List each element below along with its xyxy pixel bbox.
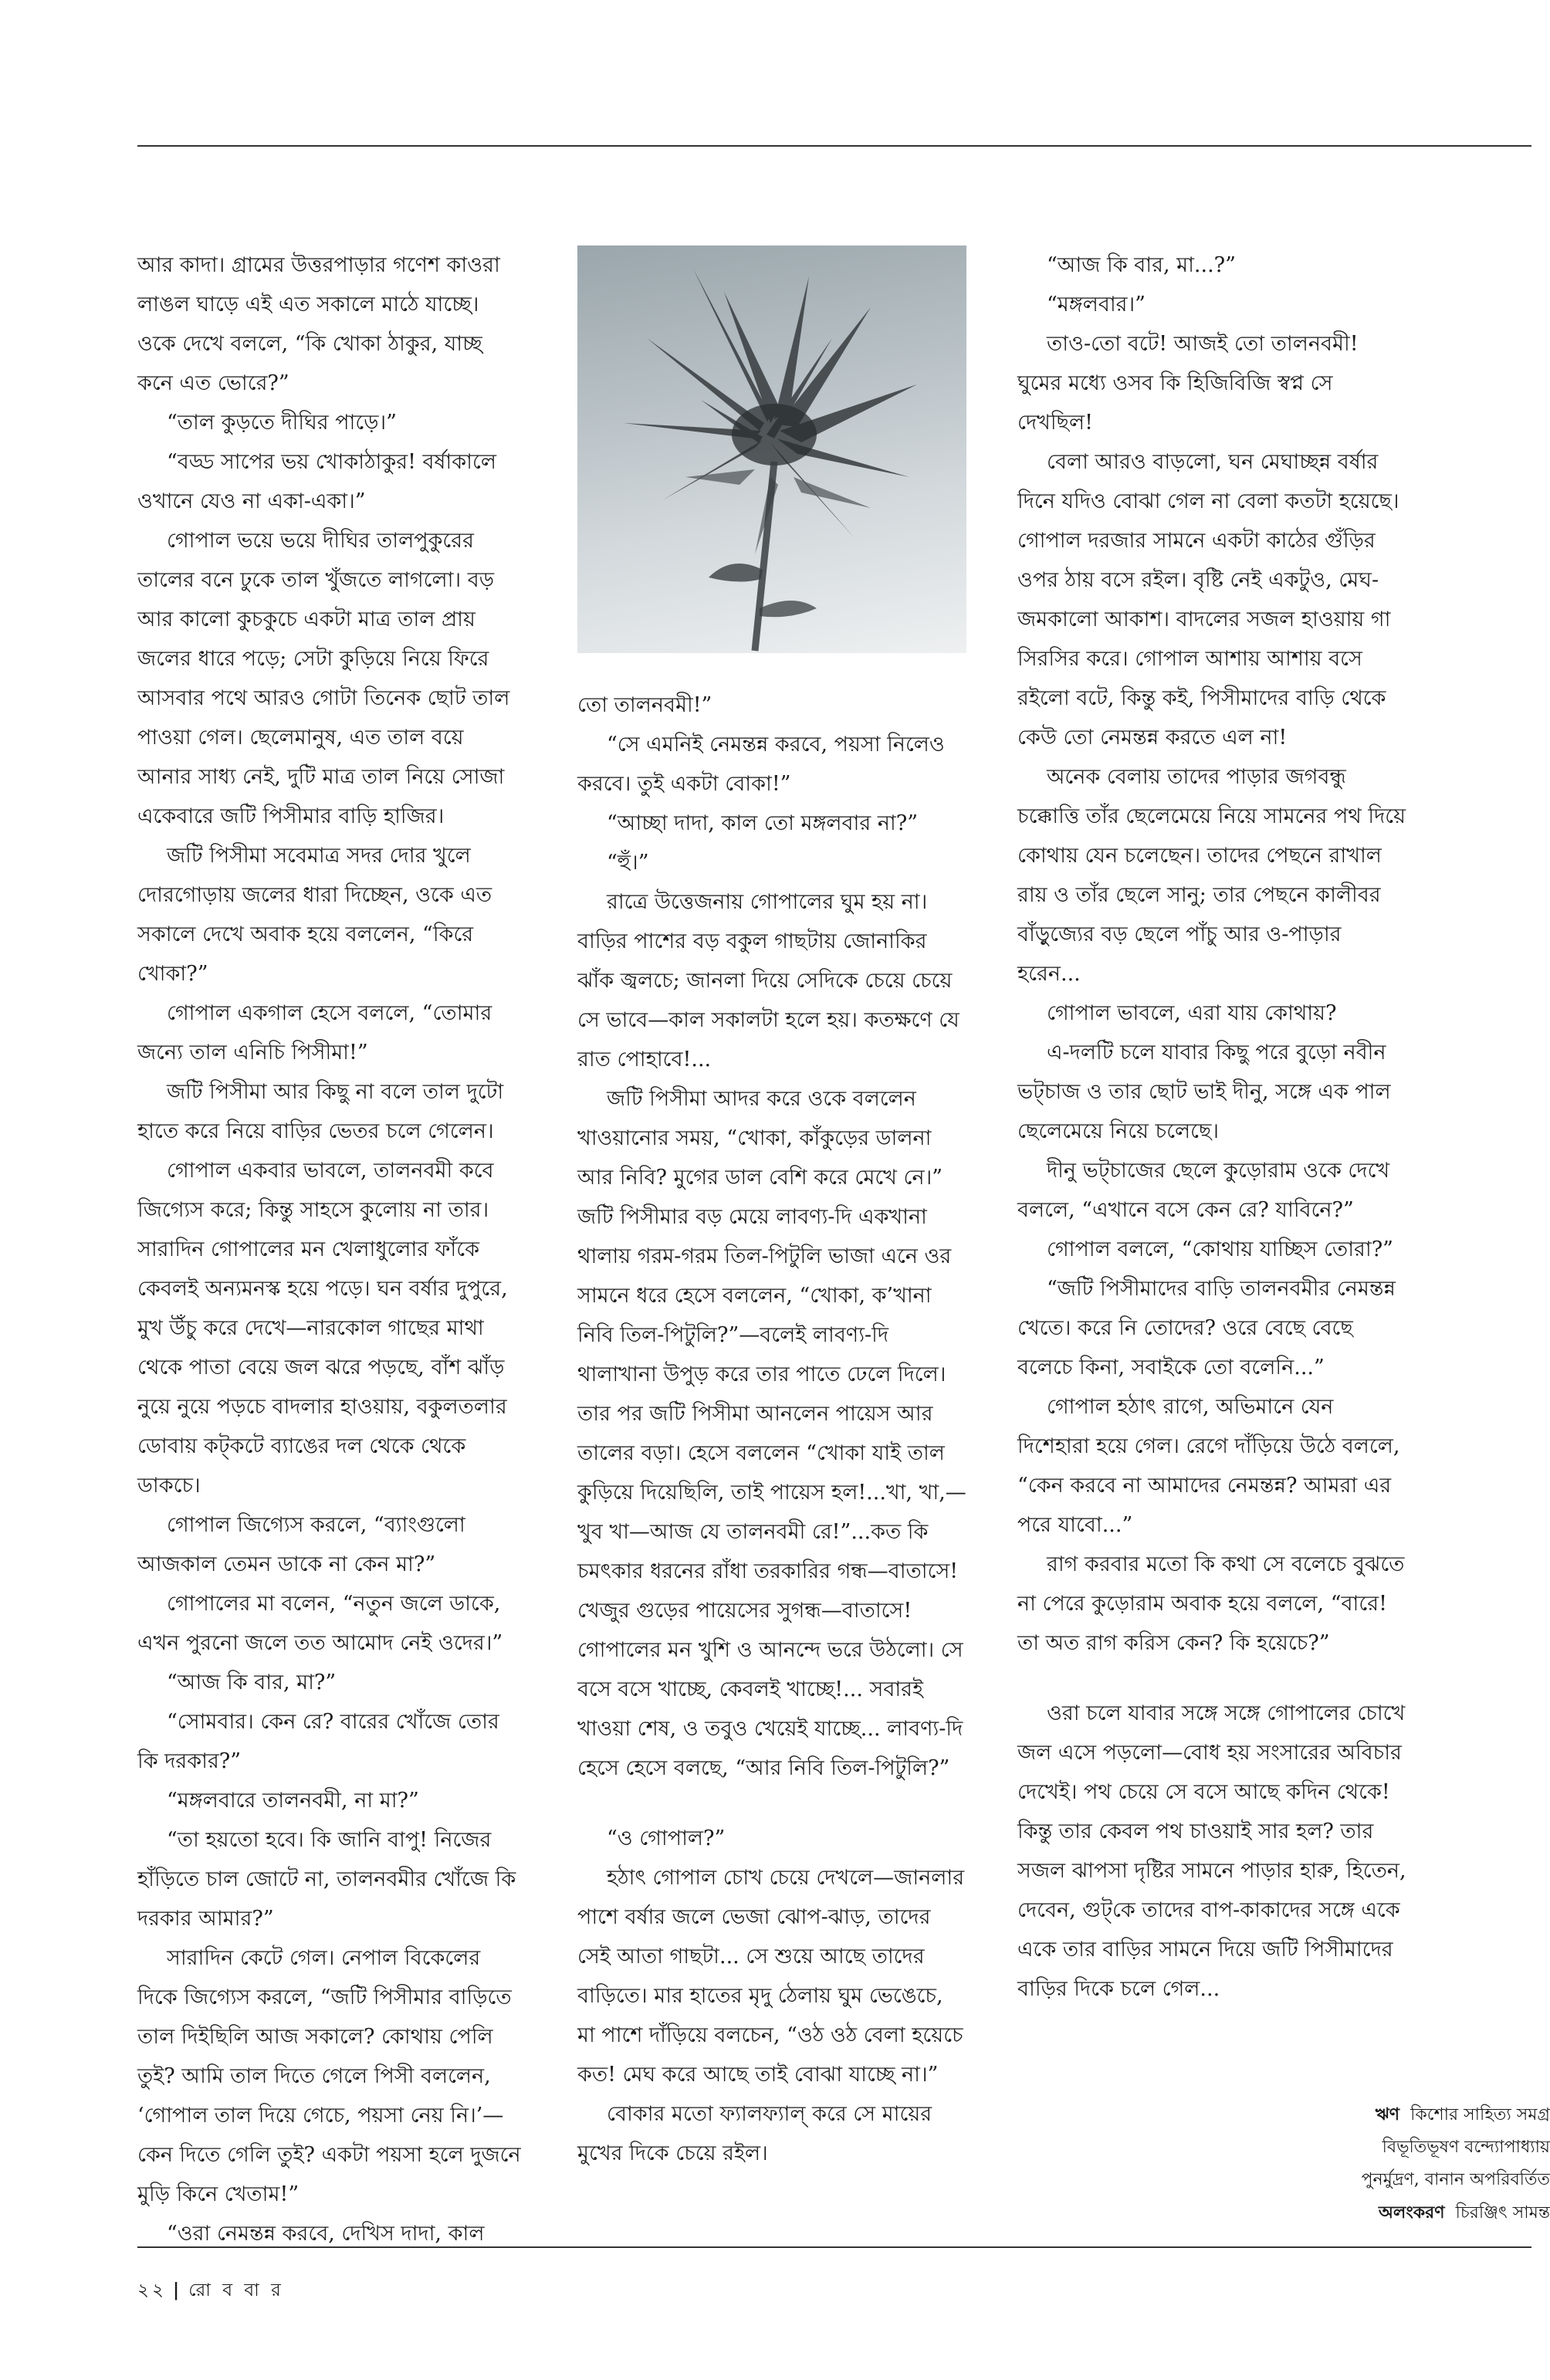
paragraph: “আজ কি বার, মা?”: [167, 1671, 337, 1694]
magazine-name: রো ব বা র: [188, 2280, 284, 2300]
credit-source-text: কিশোর সাহিত্য সমগ্র: [1410, 2105, 1550, 2124]
paragraph: জটি পিসীমা সবেমাত্র সদর দোর খুলে দোরগোড়ায় জলের ধারা দিচ্ছেন, ওকে এত সকালে দেখে অবাক হয়ে বললেন, “কিরে খোকা?”: [137, 844, 492, 986]
paragraph: বোকার মতো ফ্যালফ্যাল্‌ করে সে মায়ের মুখের দিকে চেয়ে রইল।: [577, 2102, 932, 2165]
paragraph: “মঙ্গলবার।”: [1047, 293, 1146, 317]
credit-author: বিভূতিভূষণ বন্দ্যোপাধ্যায়: [1382, 2138, 1550, 2157]
paragraph: জটি পিসীমা আদর করে ওকে বললেন খাওয়ানোর সময়, “খোকা, কাঁকুড়ের ডালনা আর নিবি? মুগের ডাল বেশি করে মেখে নে।” জটি পিসীমার বড় মেয়ে লাবণ্য-দি একখানা থালায় গরম-গরম তিল-পিটুলি ভাজা এনে ওর সামনে ধরে হেসে বললেন, “খোকা, ক’খানা নিবি তিল-পিটুলি?”—বলেই লাবণ্য-দি থালাখানা উপুড় করে তার পাতে ঢেলে দিলে। তার পর জটি পিসীমা আনলেন পায়েস আর তালের বড়া। হেসে বললেন “খোকা যাই তাল কুড়িয়ে দিয়েছিলি, তাই পায়েস হল!...খা, খা,—খুব খা—আজ যে তালনবমী রে!”...কত কি চমৎকার ধরনের রাঁধা তরকারির গন্ধ—বাতাসে! খেজুর গুড়ের পায়েসের সুগন্ধ—বাতাসে! গোপালের মন খুশি ও আনন্দে ভরে উঠলো। সে বসে বসে খাচ্ছে, কেবলই খাচ্ছে!... সবারই খাওয়া শেষ, ও তবুও খেয়েই যাচ্ছে... লাবণ্য-দি হেসে হেসে বলছে, “আর নিবি তিল-পিটুলি?”: [577, 1087, 966, 1780]
paragraph: “ওরা নেমন্তন্ন করবে, দেখিস দাদা, কাল: [167, 2222, 485, 2246]
paragraph: এ-দলটি চলে যাবার কিছু পরে বুড়ো নবীন ভট্‌চাজ ও তার ছোট ভাই দীনু, সঙ্গে এক পাল ছেলেমেয়ে নিয়ে চলেছে।: [1017, 1041, 1391, 1143]
flower-illustration-art: [577, 245, 966, 653]
paragraph: “আচ্ছা দাদা, কাল তো মঙ্গলবার না?”: [607, 811, 919, 835]
text-column-3: [1017, 245, 1407, 2009]
paragraph: “আজ কি বার, মা...?”: [1047, 253, 1236, 277]
page-footer: [137, 2276, 284, 2306]
paragraph: তাও-তো বটে! আজই তো তালনবমী! ঘুমের মধ্যে ওসব কি হিজিবিজি স্বপ্ন সে দেখছিল!: [1017, 332, 1359, 435]
paragraph: দীনু ভট্‌চাজের ছেলে কুড়োরাম ওকে দেখে বললে, “এখানে বসে কেন রে? যাবিনে?”: [1017, 1159, 1390, 1222]
paragraph: আর কাদা। গ্রামের উত্তরপাড়ার গণেশ কাওরা লাঙল ঘাড়ে এই এত সকালে মাঠে যাচ্ছে। ওকে দেখে বললে, “কি খোকা ঠাকুর, যাচ্ছ কনে এত ভোরে?”: [137, 253, 500, 395]
top-rule: [137, 145, 1531, 147]
credits: [1017, 2098, 1550, 2229]
paragraph: তো তালনবমী!”: [577, 693, 712, 717]
paragraph: গোপাল একবার ভাবলে, তালনবমী কবে জিগ্যেস করে; কিন্তু সাহসে কুলোয় না তার। সারাদিন গোপালের মন খেলাধুলোর ফাঁকে কেবলই অন্যমনস্ক হয়ে পড়ে। ঘন বর্ষার দুপুরে, মুখ উঁচু করে দেখে—নারকোল গাছের মাথা থেকে পাতা বেয়ে জল ঝরে পড়ছে, বাঁশ ঝাঁড় নুয়ে নুয়ে পড়চে বাদলার হাওয়ায়, বকুলতলার ডোবায় কট্‌কটে ব্যাঙের দল থেকে থেকে ডাকচে।: [137, 1159, 508, 1498]
paragraph: “তাল কুড়তে দীঘির পাড়ে।”: [167, 411, 397, 435]
paragraph: গোপাল একগাল হেসে বললে, “তোমার জন্যে তাল এনিচি পিসীমা!”: [137, 1001, 492, 1065]
credit-source: [1017, 2098, 1550, 2131]
credit-source-label: ঋণ: [1375, 2104, 1400, 2124]
flower-illustration: [577, 245, 966, 653]
footer-separator: |: [172, 2280, 183, 2300]
paragraph: “সোমবার। কেন রে? বারের খোঁজে তোর কি দরকার?”: [137, 1710, 499, 1773]
paragraph: গোপাল হঠাৎ রাগে, অভিমানে যেন দিশেহারা হয়ে গেল। রেগে দাঁড়িয়ে উঠে বললে, “কেন করবে না আমাদের নেমন্তন্ন? আমরা এর পরে যাবো...”: [1017, 1395, 1400, 1537]
credit-illustration-label: অলংকরণ: [1378, 2202, 1445, 2223]
credit-note: পুনর্মুদ্রণ, বানান অপরিবর্তিত: [1361, 2170, 1550, 2189]
credit-illustration: [1017, 2196, 1550, 2229]
paragraph: গোপালের মা বলেন, “নতুন জলে ডাকে, এখন পুরনো জলে তত আমোদ নেই ওদের।”: [137, 1592, 503, 1655]
page-number: ২২: [137, 2280, 167, 2300]
paragraph: “তা হয়তো হবে। কি জানি বাপু! নিজের হাঁড়িতে চাল জোটে না, তালনবমীর খোঁজে কি দরকার আমার?”: [137, 1828, 516, 1931]
bottom-rule: [137, 2246, 1531, 2248]
paragraph: জটি পিসীমা আর কিছু না বলে তাল দুটো হাতে করে নিয়ে বাড়ির ভেতর চলে গেলেন।: [137, 1080, 504, 1143]
paragraph: “মঙ্গলবারে তালনবমী, না মা?”: [167, 1789, 419, 1813]
paragraph: হঠাৎ গোপাল চোখ চেয়ে দেখলে—জানলার পাশে বর্ষার জলে ভেজা ঝোপ-ঝাড়, তাদের সেই আতা গাছটা... সে শুয়ে আছে তাদের বাড়িতে। মার হাতের মৃদু ঠেলায় ঘুম ভেঙেচে, মা পাশে দাঁড়িয়ে বলচেন, “ওঠ ওঠ বেলা হয়েচে কত! মেঘ করে আছে তাই বোঝা যাচ্ছে না।”: [577, 1866, 965, 2087]
paragraph: “সে এমনিই নেমন্তন্ন করবে, পয়সা নিলেও করবে। তুই একটা বোকা!”: [577, 733, 945, 796]
paragraph: গোপাল ভয়ে ভয়ে দীঘির তালপুকুরের তালের বনে ঢুকে তাল খুঁজতে লাগলো। বড় আর কালো কুচকুচে একটা মাত্র তাল প্রায় জলের ধারে পড়ে; সেটা কুড়িয়ে নিয়ে ফিরে আসবার পথে আরও গোটা তিনেক ছোট তাল পাওয়া গেল। ছেলেমানুষ, এত তাল বয়ে আনার সাধ্য নেই, দুটি মাত্র তাল নিয়ে সোজা একেবারে জটি পিসীমার বাড়ি হাজির।: [137, 529, 510, 828]
text-column-2: [577, 686, 966, 2173]
paragraph: গোপাল জিগ্যেস করলে, “ব্যাংগুলো আজকাল তেমন ডাকে না কেন মা?”: [137, 1513, 465, 1576]
paragraph: বেলা আরও বাড়লো, ঘন মেঘাচ্ছন্ন বর্ষার দিনে যদিও বোঝা গেল না বেলা কতটা হয়েছে। গোপাল দরজার সামনে একটা কাঠের গুঁড়ির ওপর ঠায় বসে রইল। বৃষ্টি নেই একটুও, মেঘ-জমকালো আকাশ। বাদলের সজল হাওয়ায় গা সিরসির করে। গোপাল আশায় আশায় বসে রইলো বটে, কিন্তু কই, পিসীমাদের বাড়ি থেকে কেউ তো নেমন্তন্ন করতে এল না!: [1017, 450, 1399, 750]
paragraph: “জটি পিসীমাদের বাড়ি তালনবমীর নেমন্তন্ন খেতে। করে নি তোদের? ওরে বেছে বেছে বলেচে কিনা, সবাইকে তো বলেনি...”: [1017, 1277, 1396, 1380]
paragraph: রাত্রে উত্তেজনায় গোপালের ঘুম হয় না। বাড়ির পাশের বড় বকুল গাছটায় জোনাকির ঝাঁক জ্বলচে; জানলা দিয়ে সেদিকে চেয়ে চেয়ে সে ভাবে—কাল সকালটা হলে হয়। কতক্ষণে যে রাত পোহাবে!...: [577, 890, 959, 1072]
paragraph: রাগ করবার মতো কি কথা সে বলেচে বুঝতে না পেরে কুড়োরাম অবাক হয়ে বললে, “বারে! তা অত রাগ করিস কেন? কি হয়েচে?”: [1017, 1552, 1405, 1655]
paragraph: “ও গোপাল?”: [607, 1826, 726, 1850]
paragraph: গোপাল ভাবলে, এরা যায় কোথায়?: [1047, 1001, 1337, 1025]
paragraph: সারাদিন কেটে গেল। নেপাল বিকেলের দিকে জিগ্যেস করলে, “জটি পিসীমার বাড়িতে তাল দিইছিলি আজ সকালে? কোথায় পেলি তুই? আমি তাল দিতে গেলে পিসী বললেন, ‘গোপাল তাল দিয়ে গেচে, পয়সা নেয় নি।’—কেন দিতে গেলি তুই? একটা পয়সা হলে দুজনে মুড়ি কিনে খেতাম!”: [137, 1946, 521, 2206]
paragraph: অনেক বেলায় তাদের পাড়ার জগবন্ধু চক্কোত্তি তাঁর ছেলেমেয়ে নিয়ে সামনের পথ দিয়ে কোথায় যেন চলেছেন। তাদের পেছনে রাখাল রায় ও তাঁর ছেলে সানু; তার পেছনে কালীবর বাঁড়ুজ্যের বড় ছেলে পাঁচু আর ও-পাড়ার হরেন...: [1017, 765, 1406, 986]
paragraph: ওরা চলে যাবার সঙ্গে সঙ্গে গোপালের চোখে জল এসে পড়লো—বোধ হয় সংসারের অবিচার দেখেই। পথ চেয়ে সে বসে আছে কদিন থেকে! কিন্তু তার কেবল পথ চাওয়াই সার হল? তার সজল ঝাপসা দৃষ্টির সামনে পাড়ার হারু, হিতেন, দেবেন, গুট্‌কে তাদের বাপ-কাকাদের সঙ্গে একে একে তার বাড়ির সামনে দিয়ে জটি পিসীমাদের বাড়ির দিকে চলে গেল...: [1017, 1701, 1406, 2001]
paragraph: “বড্ড সাপের ভয় খোকাঠাকুর! বর্ষাকালে ওখানে যেও না একা-একা।”: [137, 450, 496, 513]
paragraph: গোপাল বললে, “কোথায় যাচ্ছিস তোরা?”: [1047, 1237, 1393, 1261]
paragraph: “হুঁ।”: [607, 851, 649, 875]
credit-illustrator: চিরঞ্জিৎ সামন্ত: [1455, 2203, 1550, 2223]
text-column-1: [137, 245, 523, 2253]
